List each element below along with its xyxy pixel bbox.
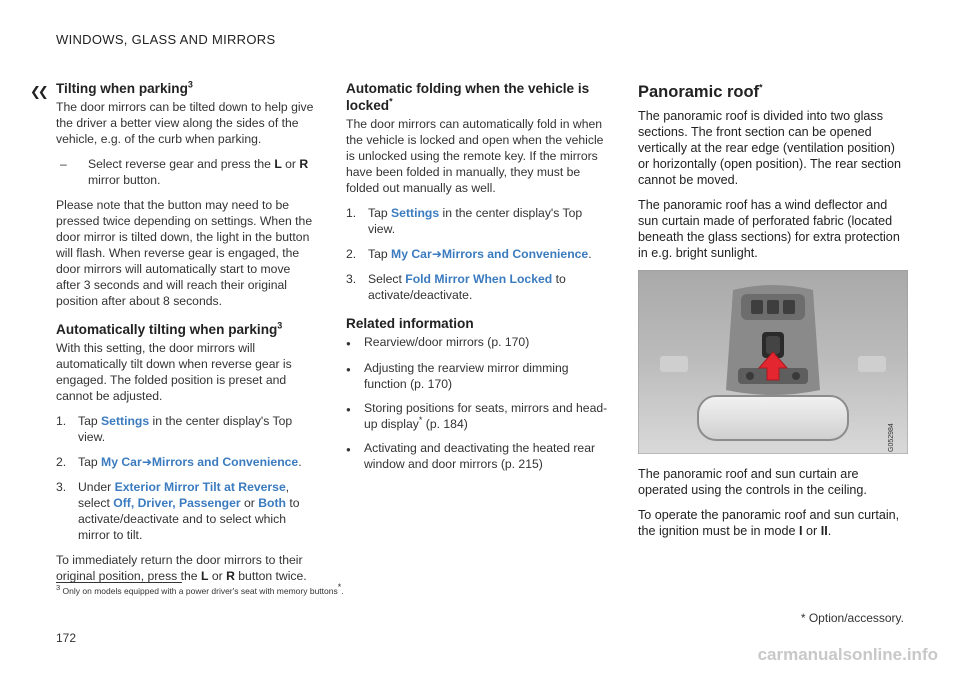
heading-tilting-when-parking: Tilting when parking$^3$ (56, 79, 193, 96)
image-code: G052984 (888, 423, 895, 452)
settings-link[interactable]: Settings (101, 414, 150, 428)
key-r: R (299, 157, 309, 171)
related-link[interactable]: ● Adjusting the rearview mirror dimming function (p. 170) (346, 361, 569, 391)
key-l: L (274, 157, 282, 171)
related-link[interactable]: ● Rearview/door mirrors (p. 170) (346, 334, 610, 352)
column-right (638, 80, 908, 548)
section-header: WINDOWS, GLASS AND MIRRORS (56, 32, 276, 47)
numbered-step: 3. Under Exterior Mirror Tilt at Reverse, select Off, Driver, Passenger or Both to activate/deactivate and to select which mirror to tilt. (56, 480, 300, 542)
column-middle (346, 80, 610, 480)
mirrors-convenience-link[interactable]: Mirrors and Convenience (441, 247, 589, 261)
footnote-ref[interactable]: 3 (277, 320, 283, 331)
numbered-step: 3. Select Fold Mirror When Locked to activate/deactivate. (346, 272, 566, 302)
heading-automatic-folding: Automatic folding when the vehicle is locked* (346, 81, 590, 113)
related-link[interactable]: ● Activating and deactivating the heated rear window and door mirrors (p. 215) (346, 441, 596, 471)
option-passenger[interactable]: Passenger (178, 496, 241, 510)
numbered-step: 1. Tap Settings in the center display's Top view. (56, 414, 293, 444)
column-left (56, 80, 318, 593)
watermark: carmanualsonline.info (757, 645, 938, 664)
roof-control-photo (638, 270, 908, 454)
heading-panoramic-roof: Panoramic roof* (638, 82, 763, 101)
paragraph: With this setting, the door mirrors will automatically tilt down when reverse gear is engaged. The folded position is preset and cannot be adjusted. (56, 341, 292, 403)
mirrors-convenience-link[interactable]: Mirrors and Convenience (151, 455, 299, 469)
footnote: 3 Only on models equipped with a power driver's seat with memory buttons*. (56, 582, 344, 596)
paragraph: To immediately return the door mirrors to their original position, press the L or R button twice. (56, 553, 307, 583)
option-off[interactable]: Off (113, 496, 131, 510)
bullet-icon: ● (346, 365, 351, 374)
numbered-step: 1. Tap Settings in the center display's Top view. (346, 206, 583, 236)
bullet-icon: ● (346, 445, 351, 454)
paragraph: The panoramic roof and sun curtain are operated using the controls in the ceiling. (638, 467, 867, 497)
exterior-mirror-tilt-link[interactable]: Exterior Mirror Tilt at Reverse (114, 480, 286, 494)
fold-mirror-link[interactable]: Fold Mirror When Locked (405, 272, 553, 286)
bullet-icon: ● (346, 339, 351, 348)
paragraph: The panoramic roof has a wind deflector and sun curtain made of perforated fabric (located beneath the glass sections) for extra protection in e.g. bright sunlight. (638, 198, 900, 260)
bullet-icon: ● (346, 405, 351, 414)
settings-link[interactable]: Settings (391, 206, 440, 220)
accessory-note: * Option/accessory. (800, 611, 904, 625)
option-driver[interactable]: Driver (137, 496, 173, 510)
double-chevron-left-icon[interactable]: ❮❮ (30, 84, 46, 99)
arrow-right-icon: ➜ (141, 455, 152, 469)
paragraph: Please note that the button may need to be pressed twice depending on settings. When the door mirror is tilted down, the light in the button will flash. When reverse gear is engaged, the door mirrors will automatically start to move after 3 seconds and will reach their original position after about 8 seconds. (56, 198, 313, 308)
dash-step: – Select reverse gear and press the L or R mirror button. (60, 157, 309, 187)
option-both[interactable]: Both (258, 496, 286, 510)
heading-automatically-tilting: Automatically tilting when parking$^3$ (56, 320, 283, 337)
paragraph: The door mirrors can be tilted down to help give the driver a better view along the sides of the vehicle, e.g. of the curb when parking. (56, 100, 314, 146)
numbered-step: 2. Tap My Car➜Mirrors and Convenience. (346, 247, 592, 261)
my-car-link[interactable]: My Car (101, 455, 142, 469)
paragraph: The door mirrors can automatically fold in when the vehicle is locked and open when the vehicle is unlocked using the remote key. If the mirrors have been folded in manually, they must be folded out manually as well. (346, 117, 604, 195)
page-number: 172 (56, 631, 77, 645)
footnote-divider (56, 582, 182, 583)
numbered-step: 2. Tap My Car➜Mirrors and Convenience. (56, 455, 302, 469)
paragraph: The panoramic roof is divided into two glass sections. The front section can be opened vertically at the rear edge (ventilation position) or horizontally (open position). The rear section cannot be moved. (638, 109, 901, 187)
footnote-ref[interactable]: 3 (187, 79, 193, 90)
related-link[interactable]: ● Storing positions for seats, mirrors and head-up display* (p. 184) (346, 401, 608, 431)
arrow-right-icon: ➜ (431, 247, 442, 261)
my-car-link[interactable]: My Car (391, 247, 432, 261)
paragraph: To operate the panoramic roof and sun curtain, the ignition must be in mode I or II. (638, 508, 900, 538)
heading-related-information: Related information (346, 316, 474, 331)
